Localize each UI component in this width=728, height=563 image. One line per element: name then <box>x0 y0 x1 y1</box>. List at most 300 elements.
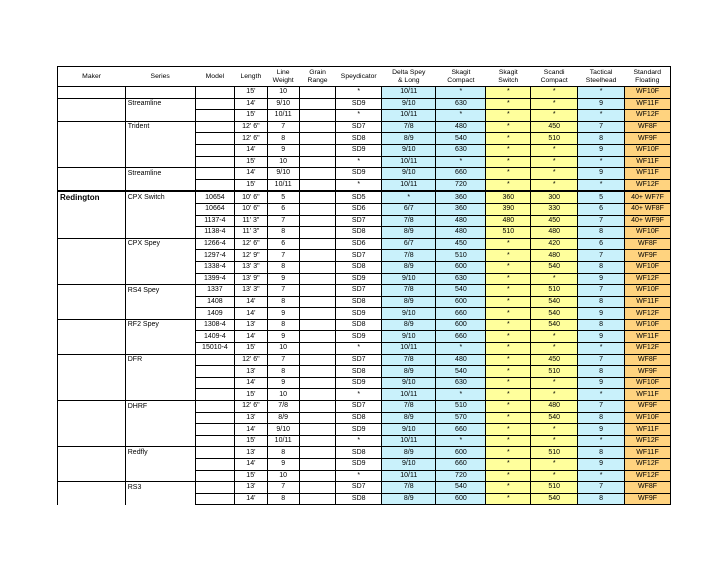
header-delta-spey: Delta Spey & Long <box>382 67 436 87</box>
series-cell <box>125 470 195 482</box>
tactical-steelhead-cell: * <box>578 156 625 168</box>
tactical-steelhead-cell: 8 <box>578 133 625 145</box>
grain-range-cell <box>299 191 335 203</box>
speydicator-cell: SD8 <box>336 296 382 308</box>
speydicator-cell: SD8 <box>336 133 382 145</box>
header-line-weight: Line Weight <box>267 67 299 87</box>
tactical-steelhead-cell: 8 <box>578 493 625 505</box>
maker-cell <box>58 98 126 110</box>
maker-cell <box>58 215 126 227</box>
scandi-compact-cell: 510 <box>531 447 578 459</box>
grain-range-cell <box>299 296 335 308</box>
maker-cell <box>58 377 126 389</box>
line-chart-sheet <box>57 66 671 505</box>
speydicator-cell: * <box>336 343 382 355</box>
header-speydicator: Speydicator <box>336 67 382 87</box>
tactical-steelhead-cell: * <box>578 343 625 355</box>
series-cell <box>125 377 195 389</box>
tactical-steelhead-cell: * <box>578 110 625 122</box>
header-standard-floating: Standard Floating <box>625 67 671 87</box>
standard-floating-cell: WF8F <box>625 482 671 494</box>
delta-spey-cell: 9/10 <box>382 424 436 436</box>
series-cell <box>125 156 195 168</box>
scandi-compact-cell: 510 <box>531 366 578 378</box>
table-body <box>58 87 671 505</box>
header-series: Series <box>125 67 195 87</box>
length-cell: 14' <box>235 168 267 180</box>
length-cell: 14' <box>235 424 267 436</box>
scandi-compact-cell: 540 <box>531 308 578 320</box>
maker-cell <box>58 296 126 308</box>
header-tactical-steelhead: Tactical Steelhead <box>578 67 625 87</box>
standard-floating-cell: 40+ WF9F <box>625 215 671 227</box>
model-cell <box>195 482 235 494</box>
grain-range-cell <box>299 121 335 133</box>
series-cell <box>125 227 195 239</box>
standard-floating-cell: WF11F <box>625 424 671 436</box>
maker-cell <box>58 179 126 191</box>
header-row <box>58 67 671 87</box>
maker-cell <box>58 482 126 494</box>
maker-cell <box>58 144 126 156</box>
skagit-compact-cell: 540 <box>436 482 486 494</box>
skagit-switch-cell: * <box>486 133 531 145</box>
line-weight-cell: 9/10 <box>267 168 299 180</box>
maker-cell <box>58 493 126 505</box>
scandi-compact-cell: 450 <box>531 215 578 227</box>
tactical-steelhead-cell: 8 <box>578 366 625 378</box>
model-cell: 1137-4 <box>195 215 235 227</box>
header-skagit-switch: Skagit Switch <box>486 67 531 87</box>
model-cell <box>195 366 235 378</box>
skagit-compact-cell: 630 <box>436 144 486 156</box>
series-cell <box>125 412 195 424</box>
scandi-compact-cell: * <box>531 156 578 168</box>
tactical-steelhead-cell: 9 <box>578 144 625 156</box>
maker-cell <box>58 227 126 239</box>
model-cell: 1408 <box>195 296 235 308</box>
table-row <box>58 424 671 436</box>
skagit-switch-cell: * <box>486 308 531 320</box>
skagit-switch-cell: * <box>486 412 531 424</box>
tactical-steelhead-cell: 7 <box>578 121 625 133</box>
maker-cell <box>58 470 126 482</box>
tactical-steelhead-cell: * <box>578 389 625 401</box>
grain-range-cell <box>299 110 335 122</box>
speydicator-cell: SD7 <box>336 354 382 366</box>
delta-spey-cell: 6/7 <box>382 238 436 250</box>
standard-floating-cell: WF12F <box>625 470 671 482</box>
speydicator-cell: SD7 <box>336 482 382 494</box>
line-weight-cell: 10 <box>267 343 299 355</box>
table-row <box>58 447 671 459</box>
grain-range-cell <box>299 273 335 285</box>
model-cell: 1409-4 <box>195 331 235 343</box>
skagit-switch-cell: * <box>486 331 531 343</box>
series-cell <box>125 343 195 355</box>
series-cell <box>125 366 195 378</box>
series-cell: Streamline <box>125 168 195 180</box>
model-cell <box>195 424 235 436</box>
delta-spey-cell: 9/10 <box>382 98 436 110</box>
series-cell <box>125 459 195 471</box>
model-cell <box>195 470 235 482</box>
skagit-switch-cell: * <box>486 319 531 331</box>
length-cell: 12' 6" <box>235 238 267 250</box>
skagit-compact-cell: 600 <box>436 447 486 459</box>
line-weight-cell: 8 <box>267 366 299 378</box>
length-cell: 15' <box>235 435 267 447</box>
tactical-steelhead-cell: * <box>578 179 625 191</box>
delta-spey-cell: 8/9 <box>382 227 436 239</box>
delta-spey-cell: 7/8 <box>382 401 436 413</box>
maker-cell <box>58 250 126 262</box>
scandi-compact-cell: 540 <box>531 319 578 331</box>
speydicator-cell: SD9 <box>336 168 382 180</box>
delta-spey-cell: 10/11 <box>382 87 436 99</box>
speydicator-cell: SD7 <box>336 285 382 297</box>
table-row <box>58 144 671 156</box>
maker-cell <box>58 285 126 297</box>
skagit-switch-cell: * <box>486 354 531 366</box>
standard-floating-cell: WF11F <box>625 389 671 401</box>
table-row <box>58 285 671 297</box>
grain-range-cell <box>299 482 335 494</box>
tactical-steelhead-cell: 7 <box>578 354 625 366</box>
scandi-compact-cell: * <box>531 459 578 471</box>
line-weight-cell: 9 <box>267 144 299 156</box>
length-cell: 13' <box>235 482 267 494</box>
table-row <box>58 273 671 285</box>
grain-range-cell <box>299 424 335 436</box>
speydicator-cell: SD5 <box>336 191 382 203</box>
delta-spey-cell: 7/8 <box>382 285 436 297</box>
skagit-compact-cell: 480 <box>436 215 486 227</box>
grain-range-cell <box>299 401 335 413</box>
delta-spey-cell: * <box>382 191 436 203</box>
line-weight-cell: 9/10 <box>267 98 299 110</box>
speydicator-cell: SD8 <box>336 447 382 459</box>
skagit-compact-cell: 660 <box>436 459 486 471</box>
skagit-switch-cell: * <box>486 156 531 168</box>
series-cell <box>125 144 195 156</box>
maker-cell <box>58 459 126 471</box>
skagit-compact-cell: 600 <box>436 261 486 273</box>
skagit-switch-cell: * <box>486 343 531 355</box>
table-row <box>58 203 671 215</box>
skagit-switch-cell: * <box>486 389 531 401</box>
standard-floating-cell: 40+ WF7F <box>625 191 671 203</box>
tactical-steelhead-cell: 9 <box>578 331 625 343</box>
maker-cell <box>58 273 126 285</box>
tactical-steelhead-cell: 9 <box>578 377 625 389</box>
length-cell: 12' 6" <box>235 401 267 413</box>
model-cell <box>195 156 235 168</box>
line-weight-cell: 8 <box>267 133 299 145</box>
standard-floating-cell: WF8F <box>625 354 671 366</box>
series-cell <box>125 331 195 343</box>
delta-spey-cell: 8/9 <box>382 366 436 378</box>
standard-floating-cell: WF12F <box>625 459 671 471</box>
speydicator-cell: SD9 <box>336 459 382 471</box>
length-cell: 10' 6" <box>235 191 267 203</box>
tactical-steelhead-cell: 9 <box>578 424 625 436</box>
model-cell: 10664 <box>195 203 235 215</box>
length-cell: 12' 9" <box>235 250 267 262</box>
model-cell: 1308-4 <box>195 319 235 331</box>
skagit-switch-cell: * <box>486 401 531 413</box>
header-scandi-compact: Scandi Compact <box>531 67 578 87</box>
series-cell <box>125 435 195 447</box>
grain-range-cell <box>299 261 335 273</box>
tactical-steelhead-cell: 7 <box>578 285 625 297</box>
length-cell: 14' <box>235 331 267 343</box>
scandi-compact-cell: 450 <box>531 354 578 366</box>
maker-cell <box>58 412 126 424</box>
model-cell <box>195 121 235 133</box>
model-cell <box>195 435 235 447</box>
length-cell: 15' <box>235 179 267 191</box>
standard-floating-cell: WF10F <box>625 412 671 424</box>
model-cell <box>195 168 235 180</box>
tactical-steelhead-cell: 7 <box>578 401 625 413</box>
table-row <box>58 331 671 343</box>
line-weight-cell: 9 <box>267 273 299 285</box>
delta-spey-cell: 10/11 <box>382 343 436 355</box>
series-cell <box>125 493 195 505</box>
line-weight-cell: 9 <box>267 377 299 389</box>
line-weight-cell: 9 <box>267 331 299 343</box>
skagit-compact-cell: 360 <box>436 203 486 215</box>
series-cell: DHRF <box>125 401 195 413</box>
delta-spey-cell: 8/9 <box>382 296 436 308</box>
standard-floating-cell: WF9F <box>625 250 671 262</box>
scandi-compact-cell: 510 <box>531 285 578 297</box>
series-cell: DFR <box>125 354 195 366</box>
series-cell <box>125 110 195 122</box>
scandi-compact-cell: 480 <box>531 227 578 239</box>
delta-spey-cell: 7/8 <box>382 215 436 227</box>
skagit-compact-cell: * <box>436 389 486 401</box>
scandi-compact-cell: * <box>531 87 578 99</box>
delta-spey-cell: 8/9 <box>382 412 436 424</box>
standard-floating-cell: WF11F <box>625 98 671 110</box>
skagit-compact-cell: 630 <box>436 377 486 389</box>
skagit-switch-cell: * <box>486 296 531 308</box>
skagit-switch-cell: * <box>486 261 531 273</box>
delta-spey-cell: 10/11 <box>382 179 436 191</box>
scandi-compact-cell: 480 <box>531 250 578 262</box>
skagit-compact-cell: 600 <box>436 493 486 505</box>
skagit-compact-cell: 480 <box>436 227 486 239</box>
grain-range-cell <box>299 308 335 320</box>
grain-range-cell <box>299 144 335 156</box>
speydicator-cell: SD9 <box>336 273 382 285</box>
grain-range-cell <box>299 366 335 378</box>
skagit-switch-cell: * <box>486 482 531 494</box>
grain-range-cell <box>299 227 335 239</box>
standard-floating-cell: WF9F <box>625 493 671 505</box>
tactical-steelhead-cell: 7 <box>578 250 625 262</box>
model-cell: 1337 <box>195 285 235 297</box>
skagit-compact-cell: 540 <box>436 133 486 145</box>
standard-floating-cell: WF11F <box>625 447 671 459</box>
table-row <box>58 435 671 447</box>
line-weight-cell: 8 <box>267 493 299 505</box>
delta-spey-cell: 9/10 <box>382 168 436 180</box>
standard-floating-cell: WF12F <box>625 343 671 355</box>
grain-range-cell <box>299 133 335 145</box>
standard-floating-cell: WF11F <box>625 296 671 308</box>
standard-floating-cell: WF10F <box>625 261 671 273</box>
skagit-compact-cell: 360 <box>436 191 486 203</box>
tactical-steelhead-cell: 5 <box>578 191 625 203</box>
series-cell <box>125 215 195 227</box>
table-row <box>58 261 671 273</box>
skagit-compact-cell: * <box>436 110 486 122</box>
line-weight-cell: 10/11 <box>267 179 299 191</box>
model-cell <box>195 110 235 122</box>
delta-spey-cell: 8/9 <box>382 133 436 145</box>
maker-cell <box>58 87 126 99</box>
standard-floating-cell: WF12F <box>625 110 671 122</box>
table-row <box>58 366 671 378</box>
skagit-switch-cell: * <box>486 168 531 180</box>
scandi-compact-cell: 540 <box>531 261 578 273</box>
line-weight-cell: 7 <box>267 354 299 366</box>
speydicator-cell: SD9 <box>336 144 382 156</box>
speydicator-cell: SD7 <box>336 401 382 413</box>
skagit-switch-cell: * <box>486 179 531 191</box>
table-row <box>58 412 671 424</box>
grain-range-cell <box>299 87 335 99</box>
grain-range-cell <box>299 354 335 366</box>
length-cell: 12' 6" <box>235 133 267 145</box>
table-row <box>58 110 671 122</box>
series-cell: Streamline <box>125 98 195 110</box>
length-cell: 15' <box>235 470 267 482</box>
standard-floating-cell: WF12F <box>625 179 671 191</box>
series-cell: Redfly <box>125 447 195 459</box>
speydicator-cell: SD6 <box>336 203 382 215</box>
scandi-compact-cell: 510 <box>531 133 578 145</box>
delta-spey-cell: 9/10 <box>382 459 436 471</box>
standard-floating-cell: WF12F <box>625 435 671 447</box>
tactical-steelhead-cell: 8 <box>578 296 625 308</box>
scandi-compact-cell: * <box>531 435 578 447</box>
line-weight-cell: 8 <box>267 227 299 239</box>
skagit-switch-cell: * <box>486 424 531 436</box>
length-cell: 15' <box>235 156 267 168</box>
table-row <box>58 191 671 203</box>
delta-spey-cell: 7/8 <box>382 354 436 366</box>
skagit-switch-cell: * <box>486 121 531 133</box>
table-row <box>58 319 671 331</box>
scandi-compact-cell: * <box>531 98 578 110</box>
model-cell <box>195 144 235 156</box>
skagit-compact-cell: 630 <box>436 98 486 110</box>
speydicator-cell: SD9 <box>336 98 382 110</box>
model-cell: 1138-4 <box>195 227 235 239</box>
scandi-compact-cell: * <box>531 144 578 156</box>
standard-floating-cell: WF11F <box>625 168 671 180</box>
tactical-steelhead-cell: 9 <box>578 273 625 285</box>
table-row <box>58 377 671 389</box>
skagit-compact-cell: * <box>436 435 486 447</box>
standard-floating-cell: WF12F <box>625 273 671 285</box>
length-cell: 14' <box>235 98 267 110</box>
line-weight-cell: 8 <box>267 447 299 459</box>
speydicator-cell: SD7 <box>336 121 382 133</box>
grain-range-cell <box>299 389 335 401</box>
skagit-compact-cell: 540 <box>436 366 486 378</box>
speydicator-cell: SD9 <box>336 377 382 389</box>
scandi-compact-cell: 480 <box>531 401 578 413</box>
skagit-compact-cell: 660 <box>436 424 486 436</box>
length-cell: 11' 3" <box>235 227 267 239</box>
model-cell <box>195 354 235 366</box>
speydicator-cell: SD8 <box>336 261 382 273</box>
delta-spey-cell: 7/8 <box>382 482 436 494</box>
standard-floating-cell: WF10F <box>625 377 671 389</box>
tactical-steelhead-cell: 9 <box>578 98 625 110</box>
line-weight-cell: 6 <box>267 203 299 215</box>
series-cell: RF2 Spey <box>125 319 195 331</box>
maker-cell <box>58 447 126 459</box>
skagit-compact-cell: * <box>436 156 486 168</box>
length-cell: 13' <box>235 412 267 424</box>
model-cell: 1266-4 <box>195 238 235 250</box>
skagit-compact-cell: 600 <box>436 296 486 308</box>
table-row <box>58 296 671 308</box>
length-cell: 14' <box>235 296 267 308</box>
scandi-compact-cell: * <box>531 331 578 343</box>
standard-floating-cell: 40+ WF8F <box>625 203 671 215</box>
length-cell: 14' <box>235 459 267 471</box>
tactical-steelhead-cell: 6 <box>578 238 625 250</box>
length-cell: 15' <box>235 389 267 401</box>
scandi-compact-cell: 330 <box>531 203 578 215</box>
model-cell <box>195 133 235 145</box>
line-weight-cell: 6 <box>267 238 299 250</box>
table-row <box>58 250 671 262</box>
length-cell: 13' <box>235 447 267 459</box>
series-cell: RS4 Spey <box>125 285 195 297</box>
speydicator-cell: * <box>336 156 382 168</box>
speydicator-cell: SD8 <box>336 227 382 239</box>
skagit-compact-cell: 720 <box>436 470 486 482</box>
grain-range-cell <box>299 493 335 505</box>
line-weight-cell: 8/9 <box>267 412 299 424</box>
grain-range-cell <box>299 319 335 331</box>
grain-range-cell <box>299 168 335 180</box>
line-weight-cell: 9 <box>267 459 299 471</box>
grain-range-cell <box>299 156 335 168</box>
skagit-switch-cell: 390 <box>486 203 531 215</box>
line-weight-cell: 7/8 <box>267 401 299 413</box>
standard-floating-cell: WF12F <box>625 308 671 320</box>
table-row <box>58 168 671 180</box>
maker-cell <box>58 366 126 378</box>
length-cell: 15' <box>235 110 267 122</box>
skagit-switch-cell: * <box>486 98 531 110</box>
skagit-switch-cell: * <box>486 447 531 459</box>
model-cell <box>195 377 235 389</box>
length-cell: 13' 3" <box>235 261 267 273</box>
line-weight-table <box>57 66 671 505</box>
skagit-compact-cell: 450 <box>436 238 486 250</box>
standard-floating-cell: WF11F <box>625 331 671 343</box>
